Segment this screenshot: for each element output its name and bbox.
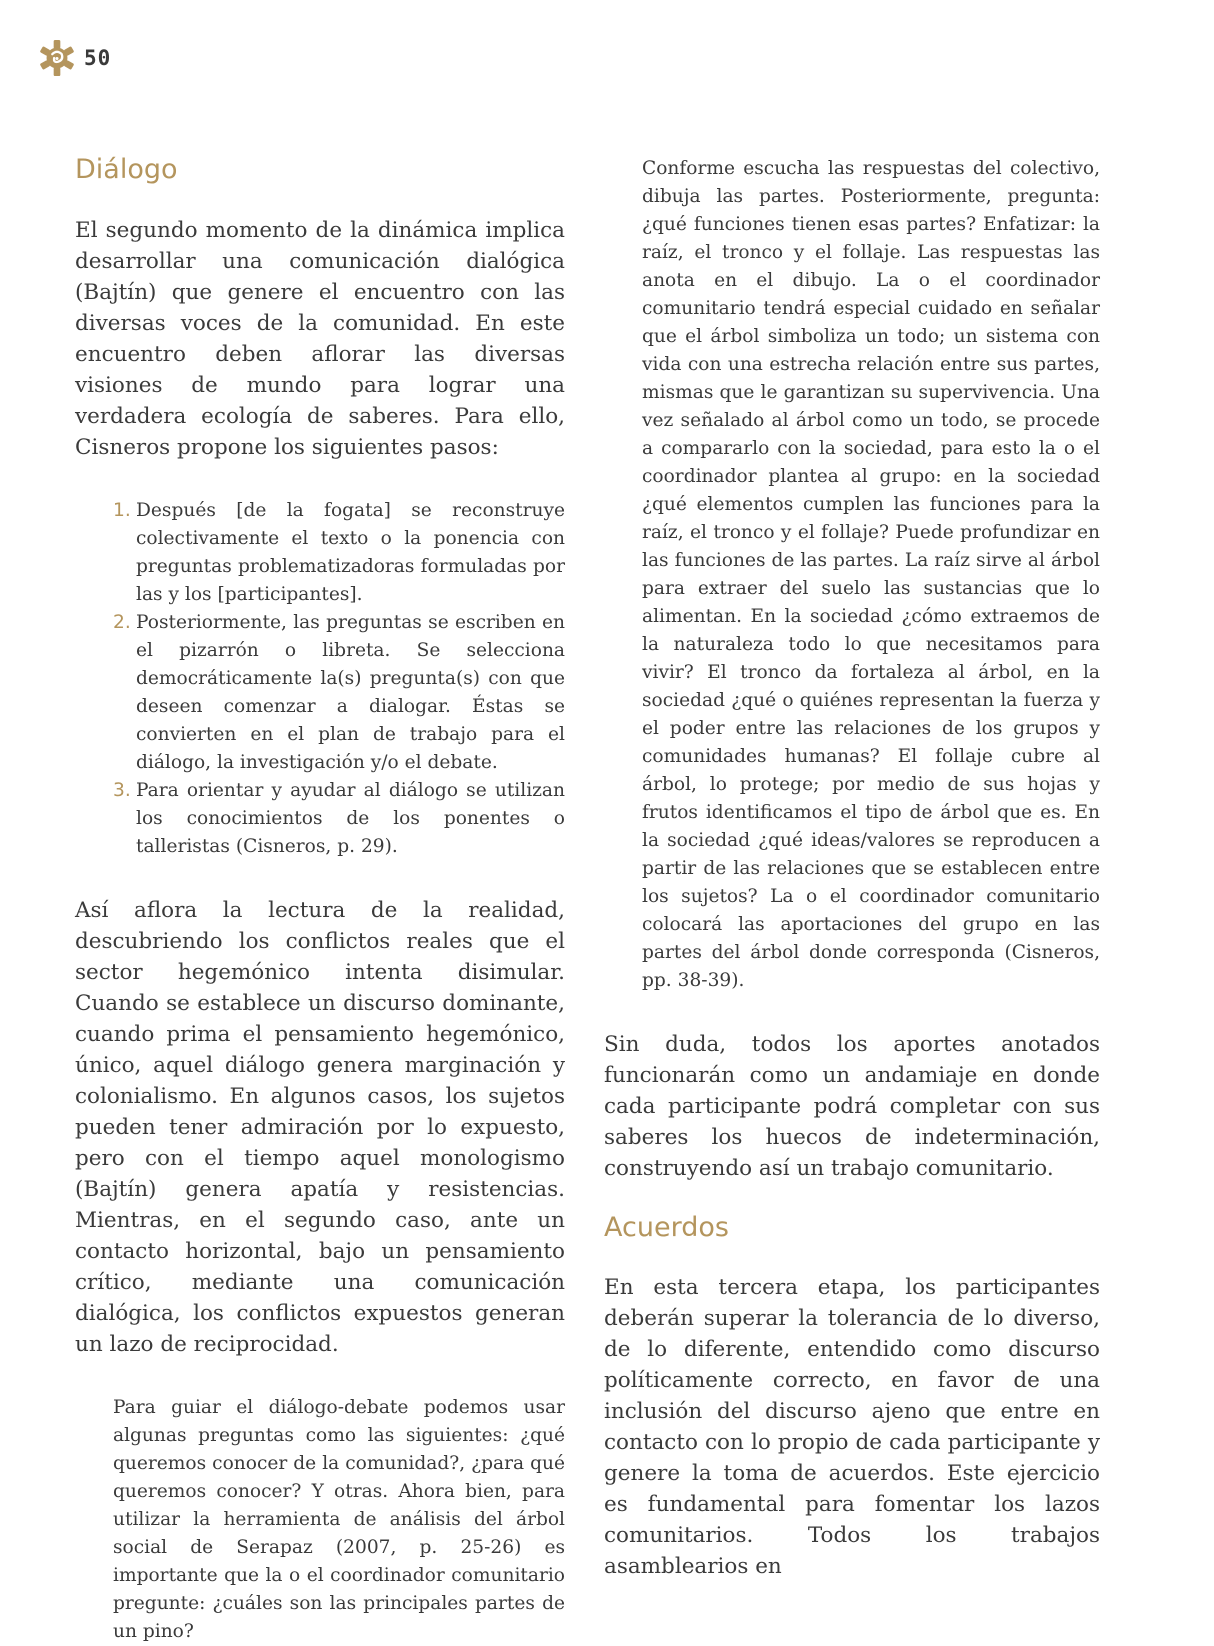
right-column	[604, 155, 1100, 1582]
body-paragraph: Así aflora la lectura de la realidad, descubriendo los conflictos reales que el sector hegemónico intenta disimular. Cuando se establece un discurso dominante, cuando prima el pensamiento hegemónico, único, aquel diálogo genera marginación y colonialismo. En algunos casos, los sujetos pueden tener admiración por lo expuesto, pero con el tiempo aquel monologismo (Bajtín) genera apatía y resistencias. Mientras, en el segundo caso, ante un contacto horizontal, bajo un pensamiento crítico, mediante una comunicación dialógica, los conflictos expuestos generan un lazo de reciprocidad.	[75, 898, 565, 1357]
quote-block-continued: Conforme escucha las respuestas del colectivo, dibuja las partes. Posteriormente, pregunta: ¿qué funciones tienen esas partes? Enfatizar: la raíz, el tronco y el follaje. Las respuestas las anota en el dibujo. La o el coordinador comunitario tendrá especial cuidado en señalar que el árbol simboliza un todo; un sistema con vida con una estrecha relación entre sus partes, mismas que le garantizan su supervivencia. Una vez señalado al árbol como un todo, se procede a compararlo con la sociedad, para esto la o el coordinador plantea al grupo: en la sociedad ¿qué elementos cumplen las funciones para la raíz, el tronco y el follaje? Puede profundizar en las funciones de las partes. La raíz sirve al árbol para extraer del suelo las sustancias que lo alimentan. En la sociedad ¿cómo extraemos de la naturaleza todo lo que necesitamos para vivir? El tronco da fortaleza al árbol, en la sociedad ¿qué o quiénes representan la fuerza y el poder entre las relaciones de los grupos y comunidades humanas? El follaje cubre al árbol, lo protege; por medio de sus hojas y frutos identificamos el tipo de árbol que es. En la sociedad ¿qué ideas/valores se reproducen a partir de las relaciones que se establecen entre los sujetos? La o el coordinador comunitario colocará las aportaciones del grupo en las partes del árbol donde corresponda (Cisneros, pp. 38-39).	[642, 158, 1100, 991]
acuerdos-paragraph: En esta tercera etapa, los participantes deberán superar la tolerancia de lo diverso, de lo diferente, entendido como discurso políticamente correcto, en favor de una inclusión del discurso ajeno que entre en contacto con lo propio de cada participante y genere la toma de acuerdos. Este ejercicio es fundamental para fomentar los lazos comunitarios. Todos los trabajos asamblearios en	[604, 1275, 1100, 1579]
body-paragraph: Sin duda, todos los aportes anotados funcionarán como un andamiaje en donde cada participante podrá completar con sus saberes los huecos de indeterminación, construyendo así un trabajo comunitario.	[604, 1032, 1100, 1181]
quote-block: Para guiar el diálogo-debate podemos usar algunas preguntas como las siguientes: ¿qué queremos conocer de la comunidad?, ¿para qué queremos conocer? Y otras. Ahora bien, para utilizar la herramienta de análisis del árbol social de Serapaz (2007, p. 25-26) es importante que la o el coordinador comunitario pregunte: ¿cuáles son las principales partes de un pino?	[113, 1397, 565, 1642]
section-heading-acuerdos: Acuerdos	[604, 1212, 729, 1243]
intro-paragraph: El segundo momento de la dinámica implica desarrollar una comunicación dialógica (Bajtín) que genere el encuentro con las diversas voces de la comunidad. En este encuentro deben aflorar las diversas visiones de mundo para lograr una verdadera ecología de saberes. Para ello, Cisneros propone los siguientes pasos:	[75, 218, 565, 460]
list-text: Después [de la fogata] se reconstruye colectivamente el texto o la ponencia con preguntas problematizadoras formuladas por las y los [participantes].	[136, 500, 565, 605]
list-number: 2.	[113, 612, 131, 633]
page-header	[38, 38, 111, 78]
list-item	[113, 497, 565, 609]
list-number: 1.	[113, 500, 131, 521]
list-item	[113, 609, 565, 777]
ornament-icon	[38, 39, 76, 77]
page-number: 50	[84, 46, 112, 70]
steps-list	[113, 497, 565, 861]
list-text: Posteriormente, las preguntas se escriben en el pizarrón o libreta. Se selecciona democráticamente la(s) pregunta(s) con que deseen comenzar a dialogar. Éstas se convierten en el plan de trabajo para el diálogo, la investigación y/o el debate.	[136, 612, 565, 773]
list-text: Para orientar y ayudar al diálogo se utilizan los conocimientos de los ponentes o talleristas (Cisneros, p. 29).	[136, 780, 565, 857]
section-heading-dialogo: Diálogo	[75, 154, 178, 185]
list-number: 3.	[113, 780, 131, 801]
left-column	[75, 152, 565, 1646]
list-item	[113, 777, 565, 861]
